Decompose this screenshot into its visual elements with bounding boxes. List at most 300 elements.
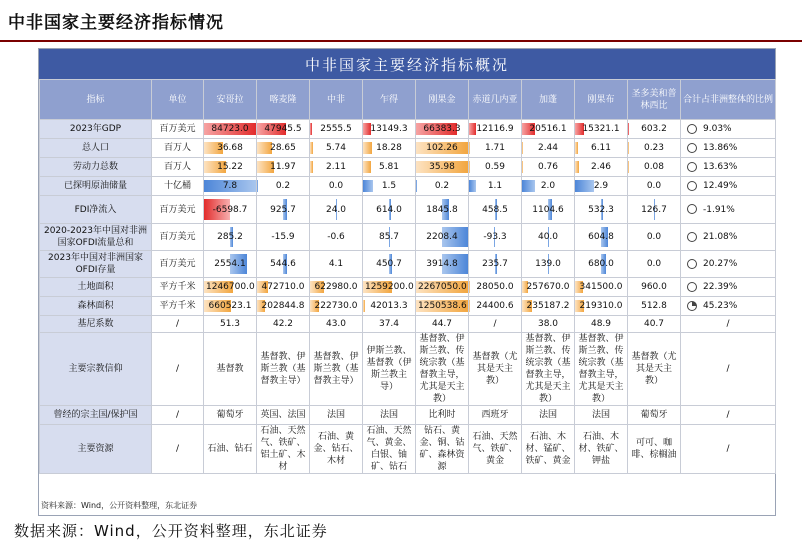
value-text: 法国 <box>538 410 557 420</box>
value-text: 0.2 <box>434 181 450 191</box>
value-text: 603.2 <box>641 124 667 134</box>
share-text: 21.08% <box>703 232 738 242</box>
value-cell <box>416 120 469 139</box>
value-cell <box>363 139 416 158</box>
header-cell: 喀麦隆 <box>257 80 310 120</box>
table-banner: 中非国家主要经济指标概况 <box>39 49 775 79</box>
value-text: 1845.8 <box>426 204 458 215</box>
value-cell <box>628 139 681 158</box>
value-text: 28.65 <box>270 143 296 153</box>
value-text: 基督教、伊斯兰教（基督教主导） <box>313 352 359 386</box>
value-cell <box>469 139 522 158</box>
value-cell <box>204 316 257 333</box>
value-text: 512.8 <box>641 301 667 311</box>
value-bar <box>363 142 372 154</box>
value-text: 42.2 <box>272 319 294 329</box>
value-bar <box>310 161 313 173</box>
value-text: 51.3 <box>219 319 241 329</box>
unit-cell: 十亿桶 <box>152 177 204 196</box>
share-text: / <box>726 410 730 420</box>
value-cell <box>310 333 363 406</box>
value-cell <box>204 406 257 425</box>
value-text: 石油、木材、锰矿、铁矿、黄金 <box>525 432 571 466</box>
header-cell: 加蓬 <box>522 80 575 120</box>
unit-cell: 百万人 <box>152 158 204 177</box>
share-text: 45.23% <box>703 301 738 311</box>
value-cell <box>416 333 469 406</box>
value-text: 126.7 <box>641 204 667 215</box>
value-cell <box>257 139 310 158</box>
value-text: 235187.2 <box>526 301 570 311</box>
value-bar <box>363 161 371 173</box>
unit-cell: 平方千米 <box>152 297 204 316</box>
value-text: 2554.1 <box>214 259 246 269</box>
value-text: 0.2 <box>275 181 291 191</box>
table-row <box>40 425 776 474</box>
unit-cell: 百万美元 <box>152 120 204 139</box>
value-text: 2267050.0 <box>418 282 467 292</box>
value-cell <box>363 158 416 177</box>
value-text: 28050.0 <box>476 282 514 292</box>
share-cell <box>681 196 776 224</box>
value-cell <box>204 158 257 177</box>
share-text: / <box>726 364 730 374</box>
unit-cell: / <box>152 406 204 425</box>
value-text: 1250538.6 <box>418 301 467 311</box>
value-text: 43.0 <box>325 319 347 329</box>
harvey-ball-icon <box>687 204 697 214</box>
value-cell <box>310 297 363 316</box>
row-label: 曾经的宗主国/保护国 <box>40 406 152 425</box>
value-text: 1.1 <box>487 181 503 191</box>
header-cell: 指标 <box>40 80 152 120</box>
value-cell <box>522 297 575 316</box>
header-cell: 单位 <box>152 80 204 120</box>
value-cell <box>575 158 628 177</box>
value-cell <box>469 406 522 425</box>
share-cell <box>681 120 776 139</box>
value-text: 1246700.0 <box>206 282 255 292</box>
value-text: 石油、天然气、铁矿、黄金 <box>472 432 518 466</box>
value-text: 1259200.0 <box>365 282 414 292</box>
value-cell <box>628 120 681 139</box>
value-text: 石油、钻石 <box>207 444 253 454</box>
table-row <box>40 158 776 177</box>
share-cell <box>681 425 776 474</box>
value-text: 66383.3 <box>423 124 461 134</box>
unit-cell: 百万美元 <box>152 251 204 278</box>
value-text: 36.68 <box>217 143 243 153</box>
value-text: 40.7 <box>643 319 665 329</box>
value-text: 38.0 <box>537 319 559 329</box>
value-text: 葡萄牙 <box>216 410 244 420</box>
table-row <box>40 224 776 251</box>
value-text: 7.8 <box>222 181 238 191</box>
row-label: 已探明原油储量 <box>40 177 152 196</box>
value-cell <box>416 158 469 177</box>
title-rule <box>0 40 802 42</box>
row-label: 2023年GDP <box>40 120 152 139</box>
value-cell <box>575 177 628 196</box>
header-cell: 合计占非洲整体的比例 <box>681 80 776 120</box>
value-text: 604.8 <box>588 232 614 242</box>
value-cell <box>310 316 363 333</box>
share-cell <box>681 297 776 316</box>
value-cell <box>469 425 522 474</box>
value-bar <box>469 142 470 154</box>
row-label: 主要宗教信仰 <box>40 333 152 406</box>
value-text: 基督教、伊斯兰教、传统宗教（基督教主导，尤其是天主教） <box>419 334 465 404</box>
value-text: 40.0 <box>537 232 559 242</box>
value-bar <box>575 161 579 173</box>
value-text: 5.74 <box>325 143 347 153</box>
value-cell <box>575 139 628 158</box>
table-frame <box>38 48 776 516</box>
value-text: 219310.0 <box>579 301 623 311</box>
header-cell: 乍得 <box>363 80 416 120</box>
value-cell <box>310 196 363 224</box>
value-cell <box>257 316 310 333</box>
value-cell <box>575 224 628 251</box>
value-text: 44.7 <box>431 319 453 329</box>
value-cell <box>628 251 681 278</box>
value-cell <box>628 406 681 425</box>
value-cell <box>416 297 469 316</box>
value-cell <box>522 316 575 333</box>
value-text: 960.0 <box>641 282 667 292</box>
value-cell <box>363 251 416 278</box>
value-cell <box>363 297 416 316</box>
share-text: 20.27% <box>703 259 738 269</box>
value-text: 18.28 <box>376 143 402 153</box>
header-row <box>40 80 776 120</box>
value-text: 235.7 <box>482 259 508 269</box>
value-cell <box>628 278 681 297</box>
share-text: -1.91% <box>703 204 735 215</box>
table-row <box>40 177 776 196</box>
value-bar <box>522 180 535 192</box>
value-cell <box>575 406 628 425</box>
value-text: 222730.0 <box>314 301 358 311</box>
value-cell <box>363 278 416 297</box>
value-cell <box>257 177 310 196</box>
unit-cell: / <box>152 316 204 333</box>
value-cell <box>310 278 363 297</box>
value-text: 544.6 <box>270 259 296 269</box>
value-text: -6598.7 <box>212 204 248 215</box>
unit-cell: 百万美元 <box>152 196 204 224</box>
value-cell <box>469 251 522 278</box>
value-cell <box>469 278 522 297</box>
value-text: 13149.3 <box>370 124 408 134</box>
value-cell <box>204 139 257 158</box>
harvey-ball-icon <box>687 162 697 172</box>
harvey-ball-icon <box>687 124 697 134</box>
value-text: 84723.0 <box>211 124 249 134</box>
value-text: 西班牙 <box>481 410 509 420</box>
value-text: 法国 <box>591 410 610 420</box>
unit-cell: 百万人 <box>152 139 204 158</box>
value-text: 法国 <box>326 410 345 420</box>
value-cell <box>522 406 575 425</box>
value-text: 15.22 <box>217 162 243 172</box>
row-label: 2023年中国对非洲国家OFDI存量 <box>40 251 152 278</box>
table-row <box>40 278 776 297</box>
value-bar <box>522 161 523 173</box>
table-row <box>40 406 776 425</box>
value-text: 6.11 <box>590 143 612 153</box>
value-text: 285.2 <box>217 232 243 242</box>
value-text: 比利时 <box>428 410 456 420</box>
value-text: 0.0 <box>646 181 662 191</box>
value-cell <box>257 425 310 474</box>
value-cell <box>204 297 257 316</box>
value-text: -93.3 <box>483 232 507 242</box>
value-text: 0.0 <box>646 232 662 242</box>
share-cell <box>681 251 776 278</box>
table-row <box>40 196 776 224</box>
value-bar <box>310 123 312 135</box>
value-bar <box>575 180 594 192</box>
value-cell <box>522 120 575 139</box>
value-text: 257670.0 <box>526 282 570 292</box>
value-cell <box>257 224 310 251</box>
value-text: 139.0 <box>535 259 561 269</box>
value-text: 基督教、伊斯兰教（基督教主导） <box>260 352 306 386</box>
value-text: 1.5 <box>381 181 397 191</box>
value-text: 伊斯兰教、基督教（伊斯兰教主导） <box>366 346 412 392</box>
value-cell <box>522 333 575 406</box>
value-text: 2.9 <box>593 181 609 191</box>
value-cell <box>628 177 681 196</box>
value-text: 24400.6 <box>476 301 514 311</box>
harvey-ball-icon <box>687 143 697 153</box>
value-cell <box>575 278 628 297</box>
value-cell <box>204 278 257 297</box>
table-row <box>40 297 776 316</box>
value-cell <box>628 196 681 224</box>
share-text: 22.39% <box>703 282 738 292</box>
value-cell <box>628 425 681 474</box>
value-text: 614.0 <box>376 204 402 215</box>
row-label: 主要资源 <box>40 425 152 474</box>
value-cell <box>469 158 522 177</box>
value-bar <box>469 161 470 173</box>
value-cell <box>204 177 257 196</box>
value-cell <box>522 251 575 278</box>
table-row <box>40 316 776 333</box>
value-text: 2.11 <box>325 162 347 172</box>
table-row <box>40 120 776 139</box>
value-text: 石油、天然气、铁矿、铝土矿、木材 <box>260 426 306 472</box>
header-cell: 中非 <box>310 80 363 120</box>
value-cell <box>628 158 681 177</box>
value-text: 0.0 <box>646 259 662 269</box>
share-cell <box>681 278 776 297</box>
value-text: 英国、法国 <box>260 410 306 420</box>
value-bar <box>257 180 258 192</box>
value-text: / <box>493 319 497 329</box>
share-text: 13.63% <box>703 162 738 172</box>
value-text: 202844.8 <box>261 301 305 311</box>
value-cell <box>575 297 628 316</box>
value-text: 1104.6 <box>532 204 564 215</box>
row-label: 劳动力总数 <box>40 158 152 177</box>
value-cell <box>257 251 310 278</box>
value-text: 钻石、黄金、铜、钴矿、森林资源 <box>419 426 465 472</box>
value-text: 石油、天然气、黄金、白银、铀矿、钻石 <box>366 426 412 472</box>
value-cell <box>416 251 469 278</box>
value-cell <box>416 177 469 196</box>
value-cell <box>310 158 363 177</box>
value-text: 法国 <box>379 410 398 420</box>
share-cell <box>681 333 776 406</box>
value-text: 102.26 <box>426 143 458 153</box>
value-cell <box>416 196 469 224</box>
value-cell <box>363 196 416 224</box>
value-text: 0.23 <box>643 143 665 153</box>
header-cell: 赤道几内亚 <box>469 80 522 120</box>
value-cell <box>204 425 257 474</box>
value-cell <box>469 333 522 406</box>
harvey-ball-icon <box>687 232 697 242</box>
value-bar <box>469 180 476 192</box>
page-title: 中非国家主要经济指标情况 <box>8 13 224 33</box>
value-cell <box>310 251 363 278</box>
row-label: 土地面积 <box>40 278 152 297</box>
share-cell <box>681 224 776 251</box>
value-text: 2.0 <box>540 181 556 191</box>
value-cell <box>469 297 522 316</box>
value-cell <box>469 177 522 196</box>
value-cell <box>628 316 681 333</box>
value-cell <box>469 196 522 224</box>
value-text: 0.0 <box>328 181 344 191</box>
value-cell <box>416 425 469 474</box>
value-cell <box>204 120 257 139</box>
value-cell <box>257 333 310 406</box>
value-cell <box>363 333 416 406</box>
value-text: 35.98 <box>429 162 455 172</box>
table-body <box>40 120 776 474</box>
value-bar <box>469 300 470 312</box>
value-cell <box>469 120 522 139</box>
value-cell <box>575 120 628 139</box>
value-cell <box>310 120 363 139</box>
value-text: 可可、咖啡、棕榈油 <box>631 438 677 460</box>
share-cell <box>681 406 776 425</box>
value-cell <box>522 158 575 177</box>
indicator-table <box>39 79 776 474</box>
value-cell <box>257 158 310 177</box>
value-cell <box>628 224 681 251</box>
value-cell <box>310 177 363 196</box>
value-cell <box>416 139 469 158</box>
value-text: 20516.1 <box>529 124 567 134</box>
unit-cell: 百万美元 <box>152 224 204 251</box>
value-cell <box>310 406 363 425</box>
value-cell <box>204 196 257 224</box>
value-text: 47945.5 <box>264 124 302 134</box>
value-cell <box>575 251 628 278</box>
value-bar <box>416 180 417 192</box>
value-cell <box>363 316 416 333</box>
row-label: 森林面积 <box>40 297 152 316</box>
value-cell <box>575 316 628 333</box>
value-cell <box>310 224 363 251</box>
value-cell <box>575 196 628 224</box>
value-bar <box>310 142 313 154</box>
value-text: 24.0 <box>325 204 347 215</box>
value-text: 341500.0 <box>579 282 623 292</box>
value-cell <box>363 177 416 196</box>
value-cell <box>257 120 310 139</box>
value-text: 42013.3 <box>370 301 408 311</box>
share-text: 12.49% <box>703 181 738 191</box>
value-cell <box>628 297 681 316</box>
value-cell <box>310 139 363 158</box>
header-cell: 刚果金 <box>416 80 469 120</box>
table-row <box>40 251 776 278</box>
share-text: 13.86% <box>703 143 738 153</box>
value-text: 基督教（尤其是天主教） <box>631 352 677 386</box>
value-cell <box>522 196 575 224</box>
share-cell <box>681 158 776 177</box>
share-text: 9.03% <box>703 124 732 134</box>
harvey-ball-icon <box>687 301 697 311</box>
table-row <box>40 139 776 158</box>
value-text: 4.1 <box>328 259 344 269</box>
value-text: 基督教（尤其是天主教） <box>472 352 518 386</box>
value-text: 2.44 <box>537 143 559 153</box>
value-text: 680.0 <box>588 259 614 269</box>
unit-cell: / <box>152 333 204 406</box>
value-text: 石油、木材、铁矿、钾盐 <box>578 432 624 466</box>
value-text: 12116.9 <box>476 124 514 134</box>
value-bar <box>469 281 470 293</box>
share-text: / <box>726 319 730 329</box>
value-text: -15.9 <box>271 232 295 242</box>
value-text: 450.7 <box>376 259 402 269</box>
value-cell <box>416 278 469 297</box>
value-cell <box>575 425 628 474</box>
value-text: 石油、黄金、钻石、木材 <box>313 432 359 466</box>
harvey-ball-icon <box>687 282 697 292</box>
value-text: 925.7 <box>270 204 296 215</box>
value-text: 基督教、伊斯兰教、传统宗教（基督教主导，尤其是天主教） <box>525 334 571 404</box>
value-bar <box>575 142 578 154</box>
value-cell <box>363 406 416 425</box>
value-cell <box>416 406 469 425</box>
harvey-ball-icon <box>687 259 697 269</box>
value-cell <box>522 278 575 297</box>
value-cell <box>522 425 575 474</box>
share-text: / <box>726 444 730 454</box>
value-cell <box>522 139 575 158</box>
value-text: 基督教 <box>216 364 244 374</box>
share-cell <box>681 139 776 158</box>
value-text: 472710.0 <box>261 282 305 292</box>
value-text: 458.5 <box>482 204 508 215</box>
harvey-ball-icon <box>687 181 697 191</box>
value-bar <box>363 180 373 192</box>
value-text: 5.81 <box>378 162 400 172</box>
share-cell <box>681 177 776 196</box>
value-text: 660523.1 <box>208 301 252 311</box>
value-cell <box>257 278 310 297</box>
value-cell <box>363 120 416 139</box>
value-cell <box>257 196 310 224</box>
